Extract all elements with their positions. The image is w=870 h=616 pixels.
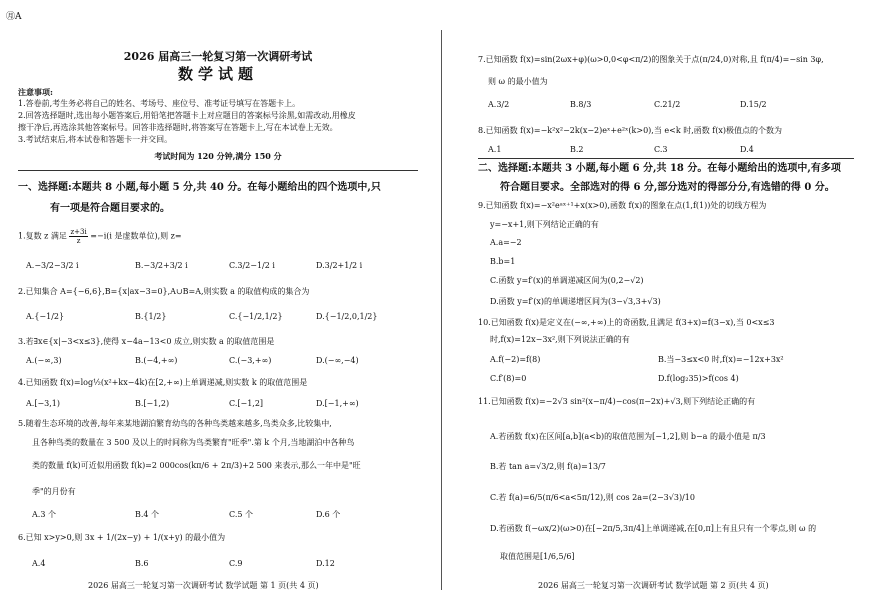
- q11-option-b: B.若 tan a=√3/2,则 f(a)=13/7: [490, 462, 606, 471]
- question-10-line2: 时,f(x)=12x−3x²,则下列说法正确的有: [490, 335, 630, 344]
- q9-option-c: C.函数 y=f′(x)的单调递减区间为(0,2−√2): [490, 276, 644, 285]
- q10-option-b: B.当−3≤x<0 时,f(x)=−12x+3x²: [658, 355, 784, 364]
- section-rule-top: [18, 170, 418, 171]
- q8-option-a: A.1: [488, 145, 502, 154]
- notice-item-2-cont: 擦干净后,再选涂其他答案标号。回答非选择题时,将答案写在答题卡上,写在本试卷上无效。: [18, 123, 338, 132]
- section1-heading-cont: 有一项是符合题目要求的。: [50, 203, 170, 214]
- q9-option-d: D.函数 y=f′(x)的单调递增区间为(3−√3,3+√3): [490, 297, 661, 306]
- q3-option-c: C.(−3,+∞): [229, 356, 272, 365]
- q4-option-b: B.[−1,2): [135, 399, 170, 408]
- notice-item-3: 3.考试结束后,将本试卷和答题卡一并交回。: [18, 135, 173, 144]
- question-5-line3: 类的数量 f(k)可近似用函数 f(k)=2 000cos(kπ/6 + 2π/3)+2 500 来表示,那么一年中是"旺: [32, 461, 361, 470]
- subject-title: 数学试题: [177, 65, 258, 83]
- question-6: 6.已知 x>y>0,则 3x + 1/(2x−y) + 1/(x+y) 的最小值为: [18, 533, 226, 542]
- q2-option-a: A.{−1/2}: [26, 312, 65, 321]
- fraction: $\frac{z+3i}{z}$: [70, 228, 87, 245]
- corner-mark: ㊊A: [6, 12, 22, 22]
- q3-option-b: B.(−4,+∞): [135, 356, 178, 365]
- question-7: 7.已知函数 f(x)=sin(2ωx+φ)(ω>0,0<φ<π/2)的图象关于点(π/24,0)对称,且 f(π/4)=−sin 3φ,: [478, 55, 824, 64]
- q8-option-c: C.3: [654, 145, 668, 154]
- q10-option-c: C.f′(8)=0: [490, 374, 527, 383]
- question-9-line2: y=−x+1,则下列结论正确的有: [490, 220, 599, 229]
- q1-option-a: A.−3/2−3/2 i: [26, 261, 79, 270]
- q1-option-c: C.3/2−1/2 i: [229, 261, 275, 270]
- q6-option-c: C.9: [229, 559, 243, 568]
- left-page: [18, 0, 418, 616]
- q5-option-a: A.3 个: [32, 510, 56, 519]
- q4-option-a: A.[−3,1): [26, 399, 60, 408]
- page-divider: [441, 30, 442, 590]
- footer-right: 2026 届高三一轮复习第一次调研考试 数学试题 第 2 页(共 4 页): [538, 581, 769, 590]
- question-10: 10.已知函数 f(x)是定义在(−∞,+∞)上的奇函数,且满足 f(3+x)=f(3−x),当 0<x≤3: [478, 318, 775, 327]
- q6-option-d: D.12: [316, 559, 335, 568]
- q1-option-b: B.−3/2+3/2 i: [135, 261, 188, 270]
- q5-option-b: B.4 个: [135, 510, 160, 519]
- q9-option-b: B.b=1: [490, 257, 516, 266]
- q7-option-a: A.3/2: [488, 100, 510, 109]
- exam-title: 2026 届高三一轮复习第一次调研考试: [123, 50, 313, 63]
- section2-heading: 二、选择题:本题共 3 小题,每小题 6 分,共 18 分。在每小题给出的选项中,有多项: [478, 163, 841, 174]
- question-5-line2: 且各种鸟类的数量在 3 500 及以上的时间称为鸟类繁育"旺季".第 k 个月,当地湖泊中各种鸟: [32, 438, 355, 447]
- q5-option-c: C.5 个: [229, 510, 254, 519]
- q4-option-d: D.[−1,+∞): [316, 399, 359, 408]
- q7-option-b: B.8/3: [570, 100, 592, 109]
- q11-option-d-cont: 取值范围是[1/6,5/6]: [500, 552, 575, 561]
- section1-heading: 一、选择题:本题共 8 小题,每小题 5 分,共 40 分。在每小题给出的四个选项中,只: [18, 182, 381, 193]
- q8-option-b: B.2: [570, 145, 584, 154]
- question-11: 11.已知函数 f(x)=−2√3 sin²(x−π/4)−cos(π−2x)+√3,则下列结论正确的有: [478, 397, 756, 406]
- question-9: 9.已知函数 f(x)=−x²eᵃˣ⁺¹+x(x>0),函数 f(x)的图象在点(1,f(1))处的切线方程为: [478, 201, 767, 210]
- question-3: 3.若∃x∈{x|−3<x≤3},使得 x−4a−13<0 成立,则实数 a 的取值范围是: [18, 337, 275, 346]
- notice-heading: 注意事项:: [18, 87, 53, 97]
- footer-left: 2026 届高三一轮复习第一次调研考试 数学试题 第 1 页(共 4 页): [88, 581, 319, 590]
- question-1: 1.复数 z 满足 $\frac{z+3i}{z}$ =−i(i 是虚数单位),则 z=: [18, 228, 182, 245]
- section2-heading-cont: 符合题目要求。全部选对的得 6 分,部分选对的得部分分,有选错的得 0 分。: [500, 182, 835, 193]
- question-4: 4.已知函数 f(x)=log½(x²+kx−4k)在[2,+∞)上单调递减,则实数 k 的取值范围是: [18, 378, 308, 387]
- q6-option-a: A.4: [32, 559, 46, 568]
- exam-time: 考试时间为 120 分钟,满分 150 分: [154, 151, 282, 161]
- question-7-line2: 则 ω 的最小值为: [488, 77, 548, 86]
- right-page: [478, 0, 854, 616]
- q11-option-d: D.若函数 f(−ωx/2)(ω>0)在[−2π/5,3π/4]上单调递减,在[0,π]上有且只有一个零点,则 ω 的: [490, 524, 817, 533]
- section-rule-mid: [478, 158, 854, 159]
- q2-option-c: C.{−1/2,1/2}: [229, 312, 283, 321]
- question-8: 8.已知函数 f(x)=−k²x²−2k(x−2)eˣ+e²ˣ(k>0),当 e<k 时,函数 f(x)极值点的个数为: [478, 126, 783, 135]
- notice-item-1: 1.答卷前,考生务必将自己的姓名、考场号、座位号、准考证号填写在答题卡上。: [18, 99, 301, 108]
- q10-option-a: A.f(−2)=f(8): [490, 355, 541, 364]
- q7-option-c: C.21/2: [654, 100, 681, 109]
- question-5-line4: 季"的月份有: [32, 487, 76, 496]
- q11-option-a: A.若函数 f(x)在区间[a,b](a<b)的取值范围为[−1,2],则 b−a 的最小值是 π/3: [490, 432, 766, 441]
- q3-option-a: A.(−∞,3): [26, 356, 62, 365]
- q5-option-d: D.6 个: [316, 510, 341, 519]
- notice-item-2: 2.回答选择题时,选出每小题答案后,用铅笔把答题卡上对应题目的答案标号涂黑,如需改动,用橡皮: [18, 111, 356, 120]
- q1-option-d: D.3/2+1/2 i: [316, 261, 363, 270]
- q9-option-a: A.a=−2: [490, 238, 522, 247]
- q3-option-d: D.(−∞,−4): [316, 356, 359, 365]
- q11-option-c: C.若 f(a)=6/5(π/6<a<5π/12),则 cos 2a=(2−3√3)/10: [490, 493, 695, 502]
- q2-option-d: D.{−1/2,0,1/2}: [316, 312, 378, 321]
- q10-option-d: D.f(log₂35)>f(cos 4): [658, 374, 739, 383]
- q7-option-d: D.15/2: [740, 100, 767, 109]
- q2-option-b: B.{1/2}: [135, 312, 167, 321]
- q4-option-c: C.[−1,2]: [229, 399, 264, 408]
- question-2: 2.已知集合 A={−6,6},B={x|ax−3=0},A∪B=A,则实数 a 的取值构成的集合为: [18, 287, 310, 296]
- q6-option-b: B.6: [135, 559, 149, 568]
- q8-option-d: D.4: [740, 145, 754, 154]
- question-5: 5.随着生态环境的改善,每年来某地湖泊繁育幼鸟的各种鸟类越来越多,鸟类众多,比较集中,: [18, 419, 332, 428]
